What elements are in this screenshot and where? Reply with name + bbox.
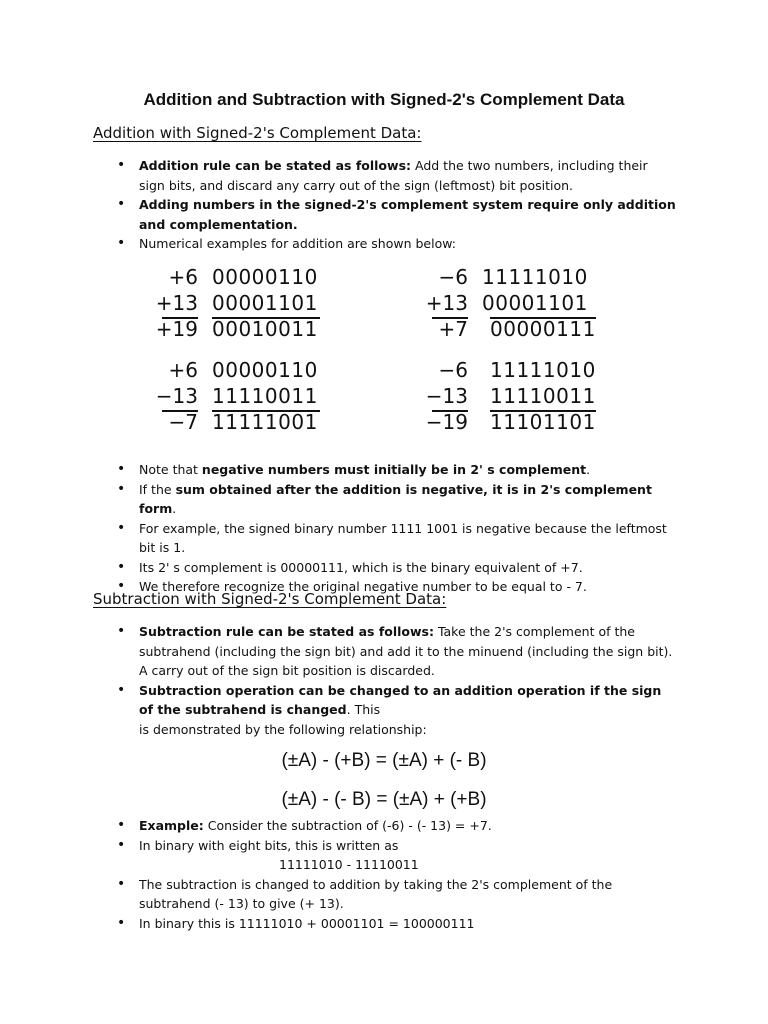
body-text: Take the 2's complement of the subtrahend (including the sign bit) and add it to the minuend (including the sign bit). A carry out of the sign bit position is discarded. <box>139 624 673 678</box>
subtraction-example-list <box>117 816 677 933</box>
result-binary: 11101101 <box>490 410 596 434</box>
list-item <box>117 681 677 740</box>
bold-text: negative numbers must initially be in 2' s complement <box>201 462 587 477</box>
bold-text: sum obtained after the addition is negative, it is in 2's complement form <box>139 481 652 516</box>
operand-binary: 00001101 <box>212 291 318 315</box>
subtraction-rules-list <box>117 622 677 739</box>
list-item <box>117 195 677 234</box>
body-text: Its 2' s complement is 00000111, which is the binary equivalent of +7. <box>139 559 583 575</box>
body-text: For example, the signed binary number 1111 1001 is negative because the leftmost bit is 1. <box>139 520 667 555</box>
bold-text: Example: <box>139 818 204 833</box>
operand-binary: 11110011 <box>490 384 596 408</box>
subtraction-heading: Subtraction with Signed-2's Complement Data: <box>93 590 447 608</box>
bold-text: Subtraction operation can be changed to an addition operation if the sign of the subtrahend is changed <box>139 682 662 717</box>
body-text: In binary with eight bits, this is written as <box>139 837 399 853</box>
body-text: Note that <box>139 462 202 477</box>
body-text: The subtraction is changed to addition by taking the 2's complement of the subtrahend (- 13) to give (+ 13). <box>139 876 613 911</box>
body-text: Add the two numbers, including their sign bits, and discard any carry out of the sign (leftmost) bit position. <box>139 158 648 193</box>
body-text: Numerical examples for addition are shown below: <box>139 236 456 251</box>
list-item <box>117 480 677 519</box>
binary-expression: 11111010 - 11110011 <box>279 857 419 872</box>
operand-binary: 11110011 <box>212 384 318 408</box>
relationship-equation-1: (±A) - (+B) = (±A) + (- B) <box>281 750 487 771</box>
operand-binary: 00001101 <box>482 291 588 315</box>
bold-text: Addition rule can be stated as follows: <box>139 158 412 173</box>
body-text: . <box>586 462 591 477</box>
list-item <box>117 836 677 875</box>
list-item <box>117 816 677 836</box>
operand-binary: 00000110 <box>212 358 318 382</box>
body-text: In binary this is 11111010 + 00001101 = 100000111 <box>139 915 475 931</box>
document-title: Addition and Subtraction with Signed-2's Complement Data <box>143 90 625 109</box>
operand-decimal: +13 <box>155 291 198 315</box>
body-text: is demonstrated by the following relationship: <box>139 721 427 737</box>
list-item <box>117 234 677 254</box>
addition-notes-list <box>117 460 677 597</box>
result-decimal: −7 <box>168 410 198 434</box>
list-item <box>117 622 677 681</box>
body-text: If the <box>139 481 176 497</box>
operand-binary: 11111010 <box>490 358 596 382</box>
operand-decimal: −13 <box>155 384 198 408</box>
body-text: . <box>172 501 177 516</box>
operand-binary: 00000110 <box>212 265 318 289</box>
addition-heading: Addition with Signed-2's Complement Data: <box>93 124 422 142</box>
result-binary: 00000111 <box>490 317 596 341</box>
operand-decimal: −6 <box>438 358 468 382</box>
result-binary: 11111001 <box>212 410 318 434</box>
operand-binary: 11111010 <box>482 265 588 289</box>
operand-decimal: +6 <box>168 265 198 289</box>
addition-rules-list <box>117 156 677 254</box>
body-text: We therefore recognize the original negative number to be equal to - 7. <box>139 579 587 594</box>
bold-text: Subtraction rule can be stated as follows: <box>139 624 434 639</box>
result-binary: 00010011 <box>212 317 318 341</box>
result-decimal: −19 <box>425 410 468 434</box>
list-item <box>117 519 677 558</box>
operand-decimal: +6 <box>168 358 198 382</box>
result-decimal: +7 <box>438 317 468 341</box>
body-text: . This <box>346 702 381 717</box>
list-item <box>117 914 677 934</box>
bold-text: Adding numbers in the signed-2's complement system require only addition and complementation. <box>139 197 676 232</box>
operand-decimal: +13 <box>425 291 468 315</box>
body-text: Consider the subtraction of (-6) - (- 13) = +7. <box>203 818 492 833</box>
list-item <box>117 875 677 914</box>
list-item <box>117 558 677 578</box>
list-item <box>117 460 677 480</box>
result-decimal: +19 <box>155 317 198 341</box>
operand-decimal: −13 <box>425 384 468 408</box>
relationship-equation-2: (±A) - (- B) = (±A) + (+B) <box>281 789 487 810</box>
operand-decimal: −6 <box>438 265 468 289</box>
list-item <box>117 156 677 195</box>
